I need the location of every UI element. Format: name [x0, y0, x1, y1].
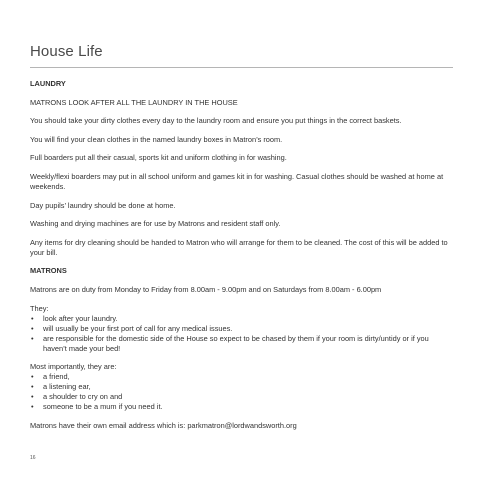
matrons-important-intro: Most importantly, they are: [30, 362, 117, 372]
laundry-paragraph-flexi-boarders: Weekly/flexi boarders may put in all school uniform and games kit in for washing. Casual clothes should be washed at home at weekends. [30, 171, 444, 191]
matrons-qualities-list [30, 372, 450, 412]
list-item: • someone to be a mum if you need it. [30, 402, 450, 412]
matrons-duty-hours: Matrons are on duty from Monday to Friday from 8.00am - 9.00pm and on Saturdays from 8.00am - 6.00pm [30, 284, 382, 294]
laundry-paragraph-baskets: You should take your dirty clothes every day to the laundry room and ensure you put things in the correct baskets. [30, 116, 402, 126]
matrons-email-line: Matrons have their own email address which is: parkmatron@lordwandsworth.org [30, 420, 297, 430]
page-number: 16 [30, 455, 36, 461]
matrons-heading: MATRONS [30, 266, 67, 276]
laundry-paragraph-clean-clothes: You will find your clean clothes in the named laundry boxes in Matron’s room. [30, 134, 283, 144]
page-title: House Life [30, 43, 103, 60]
laundry-paragraph-dry-cleaning: Any items for dry cleaning should be handed to Matron who will arrange for them to be cleaned. The cost of this will be added to your bill. [30, 237, 448, 257]
laundry-subheading: MATRONS LOOK AFTER ALL THE LAUNDRY IN THE HOUSE [30, 97, 238, 107]
list-item: • a friend, [30, 372, 450, 382]
list-item: • a shoulder to cry on and [30, 392, 450, 402]
laundry-paragraph-machines: Washing and drying machines are for use by Matrons and resident staff only. [30, 219, 281, 229]
matrons-duties-list [30, 314, 450, 354]
laundry-heading: LAUNDRY [30, 79, 66, 88]
laundry-paragraph-full-boarders: Full boarders put all their casual, sports kit and uniform clothing in for washing. [30, 153, 287, 163]
list-item: • will usually be your first port of call for any medical issues. [30, 324, 450, 334]
list-item: • are responsible for the domestic side of the House so expect to be chased by them if your room is dirty/untidy or if you haven’t made your bed! [30, 334, 450, 354]
matrons-they-intro: They: [30, 303, 49, 313]
list-item: • look after your laundry. [30, 314, 450, 324]
list-item: • a listening ear, [30, 382, 450, 392]
page-content [30, 79, 450, 439]
title-divider [30, 67, 453, 68]
laundry-paragraph-day-pupils: Day pupils’ laundry should be done at home. [30, 200, 176, 210]
